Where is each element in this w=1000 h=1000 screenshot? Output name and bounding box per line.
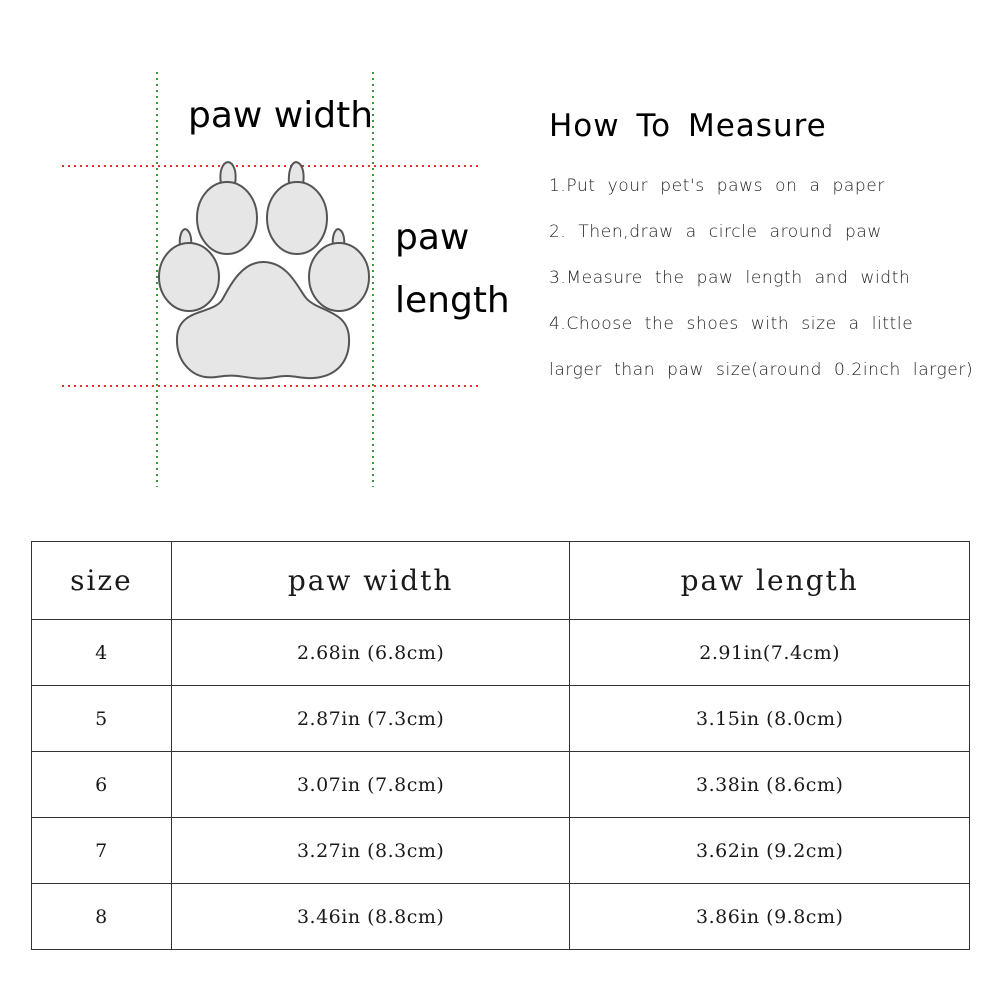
cell-paw-width: 3.07in (7.8cm): [171, 752, 570, 818]
toe-pad: [267, 182, 327, 254]
cell-size: 5: [32, 686, 172, 752]
header-paw-length: paw length: [570, 542, 970, 620]
cell-paw-width: 2.68in (6.8cm): [171, 620, 570, 686]
cell-paw-length: 3.86in (9.8cm): [570, 884, 970, 950]
claw: [220, 162, 235, 184]
toe-pad: [159, 243, 219, 311]
instruction-step-5: larger than paw size(around 0.2inch larger): [549, 360, 974, 381]
header-size: size: [32, 542, 172, 620]
instruction-step-4: 4.Choose the shoes with size a little: [549, 314, 914, 335]
header-paw-width: paw width: [171, 542, 570, 620]
cell-paw-length: 3.62in (9.2cm): [570, 818, 970, 884]
cell-size: 8: [32, 884, 172, 950]
size-chart-table: [31, 541, 970, 950]
table-row: [32, 818, 970, 884]
paw-measure-diagram: [0, 0, 540, 500]
paw-length-label-line2: length: [395, 280, 510, 321]
instructions-title: How To Measure: [549, 108, 827, 144]
table-row: [32, 686, 970, 752]
table-header-row: [32, 542, 970, 620]
cell-size: 6: [32, 752, 172, 818]
cell-paw-width: 3.46in (8.8cm): [171, 884, 570, 950]
claw: [289, 162, 304, 184]
paw-length-label-line1: paw: [395, 217, 470, 258]
paw-print-icon: [159, 162, 369, 379]
instruction-step-3: 3.Measure the paw length and width: [549, 268, 911, 289]
table-row: [32, 752, 970, 818]
measure-instructions: [549, 108, 989, 405]
cell-paw-length: 3.38in (8.6cm): [570, 752, 970, 818]
instruction-step-2: 2. Then,draw a circle around paw: [549, 222, 882, 243]
cell-paw-width: 3.27in (8.3cm): [171, 818, 570, 884]
cell-size: 4: [32, 620, 172, 686]
table-row: [32, 884, 970, 950]
table-row: [32, 620, 970, 686]
toe-pad: [197, 182, 257, 254]
cell-paw-length: 2.91in(7.4cm): [570, 620, 970, 686]
cell-paw-length: 3.15in (8.0cm): [570, 686, 970, 752]
instruction-step-1: 1.Put your pet's paws on a paper: [549, 176, 885, 197]
toe-pad: [309, 243, 369, 311]
cell-size: 7: [32, 818, 172, 884]
cell-paw-width: 2.87in (7.3cm): [171, 686, 570, 752]
paw-width-label: paw width: [188, 95, 374, 136]
